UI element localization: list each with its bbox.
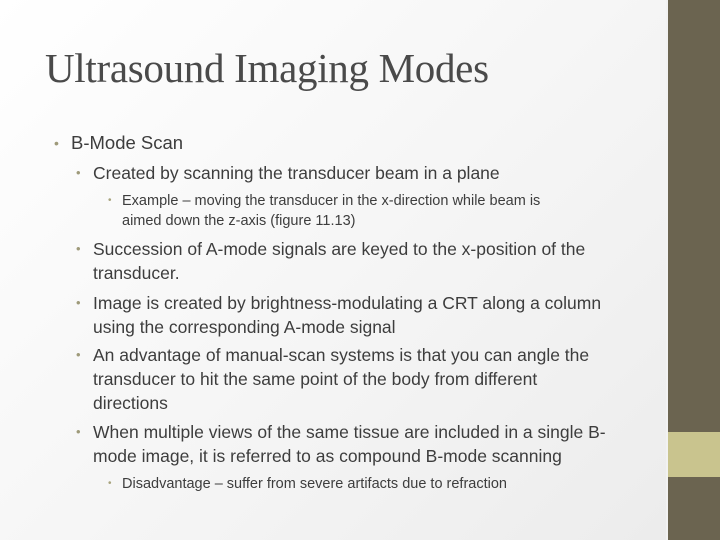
sidebar-decor-accent <box>668 432 720 477</box>
bullet-multiple-views <box>76 420 633 468</box>
bullet-text-line: Image is created by brightness-modulating a CRT along a column <box>93 293 602 313</box>
bullet-b-mode-scan <box>54 131 651 155</box>
bullet-icon: • <box>108 195 112 206</box>
bullet-icon: • <box>76 424 81 439</box>
bullet-text-line: transducer. <box>93 263 180 283</box>
bullet-text-line: directions <box>93 393 168 413</box>
slide-title: Ultrasound Imaging Modes <box>45 45 489 91</box>
bullet-text-line: mode image, it is referred to as compound B-mode scanning <box>93 446 562 466</box>
bullet-icon: • <box>76 165 81 180</box>
bullet-text-line: aimed down the z-axis (figure 11.13) <box>122 213 356 229</box>
bullet-disadvantage <box>108 474 632 494</box>
bullet-advantage <box>76 343 633 415</box>
sidebar-decor-bottom <box>668 477 720 540</box>
bullet-icon: • <box>76 295 81 310</box>
bullet-succession <box>76 237 633 285</box>
bullet-created-by-scanning <box>76 161 633 185</box>
bullet-text: Created by scanning the transducer beam in a plane <box>93 163 500 183</box>
bullet-text-line: When multiple views of the same tissue are included in a single B- <box>93 422 606 442</box>
bullet-text: B-Mode Scan <box>71 132 184 153</box>
bullet-text-line: transducer to hit the same point of the body from different <box>93 369 538 389</box>
bullet-text: Disadvantage – suffer from severe artifacts due to refraction <box>122 476 507 492</box>
bullet-icon: • <box>76 241 81 256</box>
bullet-icon: • <box>54 135 59 151</box>
bullet-icon: • <box>108 478 112 489</box>
bullet-example <box>108 191 632 231</box>
bullet-icon: • <box>76 347 81 362</box>
bullet-text-line: using the corresponding A-mode signal <box>93 317 396 337</box>
sidebar-decor-top <box>666 0 720 432</box>
bullet-text-line: Succession of A-mode signals are keyed to the x-position of the <box>93 239 586 259</box>
bullet-text-line: Example – moving the transducer in the x-direction while beam is <box>122 193 541 209</box>
bullet-text-line: An advantage of manual-scan systems is that you can angle the <box>93 345 590 365</box>
bullet-image-created <box>76 291 633 339</box>
